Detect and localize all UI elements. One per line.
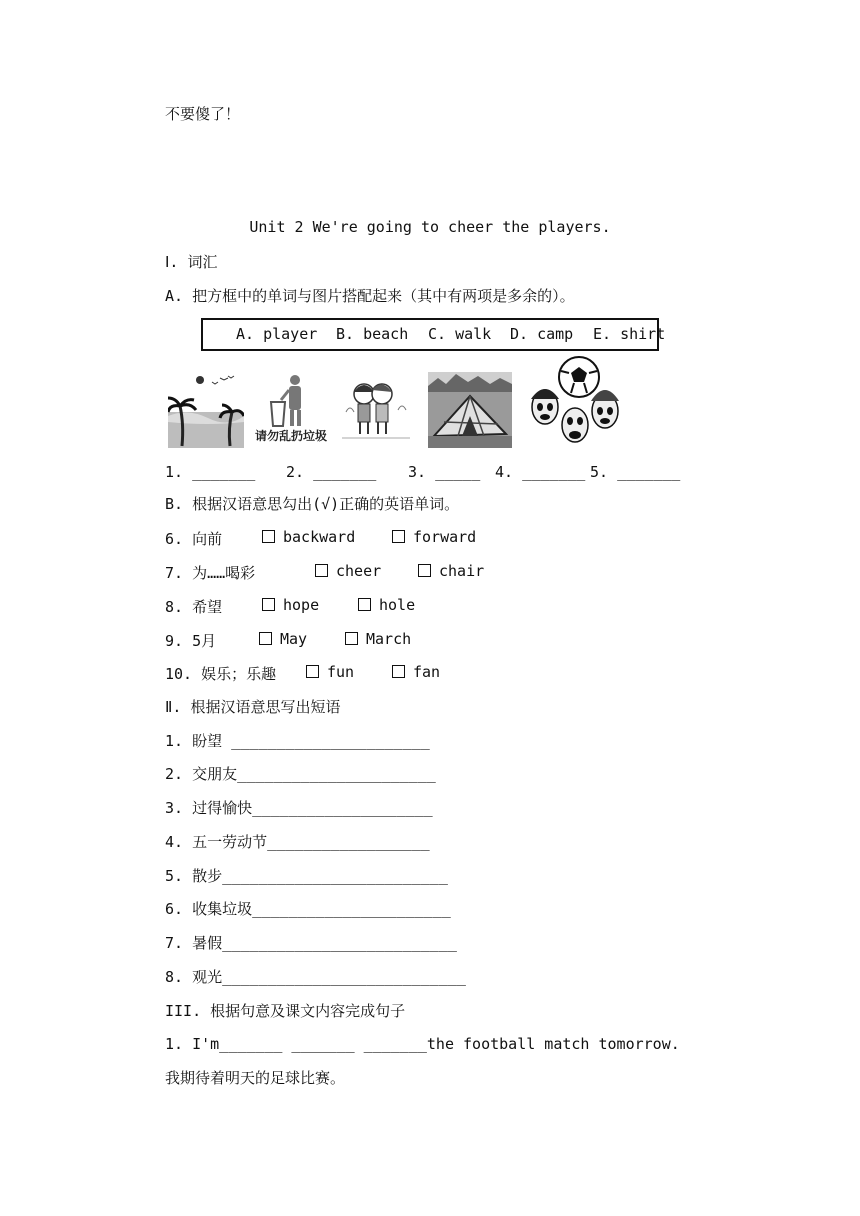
word-option-d: D. camp bbox=[510, 325, 574, 343]
two-children-walking-picture bbox=[338, 372, 414, 448]
phrase-5[interactable]: 5. 散步_________________________ bbox=[165, 867, 448, 885]
phrase-1[interactable]: 1. 盼望 ______________________ bbox=[165, 732, 430, 750]
phrase-4[interactable]: 4. 五一劳动节__________________ bbox=[165, 833, 430, 851]
choice-6-option-b[interactable]: forward bbox=[392, 528, 476, 546]
sentence-1-translation: 我期待着明天的足球比赛。 bbox=[165, 1069, 346, 1087]
section-2-heading: Ⅱ. 根据汉语意思写出短语 bbox=[165, 698, 341, 716]
checkbox-icon[interactable] bbox=[315, 564, 328, 577]
choice-9-label: 9. 5月 bbox=[165, 632, 217, 650]
blank-4[interactable]: 4. _______ bbox=[495, 463, 586, 481]
choice-8-option-a[interactable]: hope bbox=[262, 596, 319, 614]
phrase-2[interactable]: 2. 交朋友______________________ bbox=[165, 765, 436, 783]
checkbox-icon[interactable] bbox=[306, 665, 319, 678]
word-box bbox=[201, 318, 666, 351]
choice-9-option-b[interactable]: March bbox=[345, 630, 411, 648]
sentence-1[interactable]: 1. I'm_______ _______ _______the football match tomorrow. bbox=[165, 1035, 680, 1053]
choice-10-option-b[interactable]: fan bbox=[392, 663, 440, 681]
word-option-b: B. beach bbox=[336, 325, 409, 343]
word-option-c: C. walk bbox=[428, 325, 492, 343]
checkbox-icon[interactable] bbox=[259, 632, 272, 645]
checkbox-icon[interactable] bbox=[392, 530, 405, 543]
phrase-8[interactable]: 8. 观光___________________________ bbox=[165, 968, 466, 986]
part-b-instruction: B. 根据汉语意思勾出(√)正确的英语单词。 bbox=[165, 495, 460, 513]
no-littering-sign-picture bbox=[253, 372, 329, 448]
football-fans-picture bbox=[525, 355, 625, 451]
phrase-7[interactable]: 7. 暑假__________________________ bbox=[165, 934, 457, 952]
checkbox-icon[interactable] bbox=[345, 632, 358, 645]
blank-2[interactable]: 2. _______ bbox=[286, 463, 377, 481]
beach-picture bbox=[168, 372, 244, 448]
tent-camp-picture bbox=[428, 372, 512, 448]
phrase-3[interactable]: 3. 过得愉快____________________ bbox=[165, 799, 433, 817]
choice-6-option-a[interactable]: backward bbox=[262, 528, 355, 546]
checkbox-icon[interactable] bbox=[418, 564, 431, 577]
choice-10-label: 10. 娱乐；乐趣 bbox=[165, 665, 277, 683]
blank-1[interactable]: 1. _______ bbox=[165, 463, 256, 481]
unit-title: Unit 2 We're going to cheer the players. bbox=[249, 218, 611, 236]
section-1-heading: Ⅰ. 词汇 bbox=[165, 253, 218, 271]
checkbox-icon[interactable] bbox=[262, 530, 275, 543]
word-option-a: A. player bbox=[236, 325, 318, 343]
choice-9-option-a[interactable]: May bbox=[259, 630, 307, 648]
choice-7-option-a[interactable]: cheer bbox=[315, 562, 381, 580]
choice-10-option-a[interactable]: fun bbox=[306, 663, 354, 681]
choice-8-label: 8. 希望 bbox=[165, 598, 223, 616]
sign-text: 请勿乱扔垃圾 bbox=[254, 429, 328, 443]
choice-6-label: 6. 向前 bbox=[165, 530, 223, 548]
checkbox-icon[interactable] bbox=[392, 665, 405, 678]
checkbox-icon[interactable] bbox=[358, 598, 371, 611]
top-note: 不要傻了！ bbox=[165, 105, 241, 123]
checkbox-icon[interactable] bbox=[262, 598, 275, 611]
choice-7-label: 7. 为……喝彩 bbox=[165, 564, 256, 582]
section-3-heading: III. 根据句意及课文内容完成句子 bbox=[165, 1002, 406, 1020]
choice-8-option-b[interactable]: hole bbox=[358, 596, 415, 614]
part-a-instruction: A. 把方框中的单词与图片搭配起来（其中有两项是多余的）。 bbox=[165, 287, 575, 305]
phrase-6[interactable]: 6. 收集垃圾______________________ bbox=[165, 900, 451, 918]
blank-5[interactable]: 5. _______ bbox=[590, 463, 681, 481]
word-option-e: E. shirt bbox=[593, 325, 666, 343]
blank-3[interactable]: 3. _____ bbox=[408, 463, 481, 481]
choice-7-option-b[interactable]: chair bbox=[418, 562, 484, 580]
